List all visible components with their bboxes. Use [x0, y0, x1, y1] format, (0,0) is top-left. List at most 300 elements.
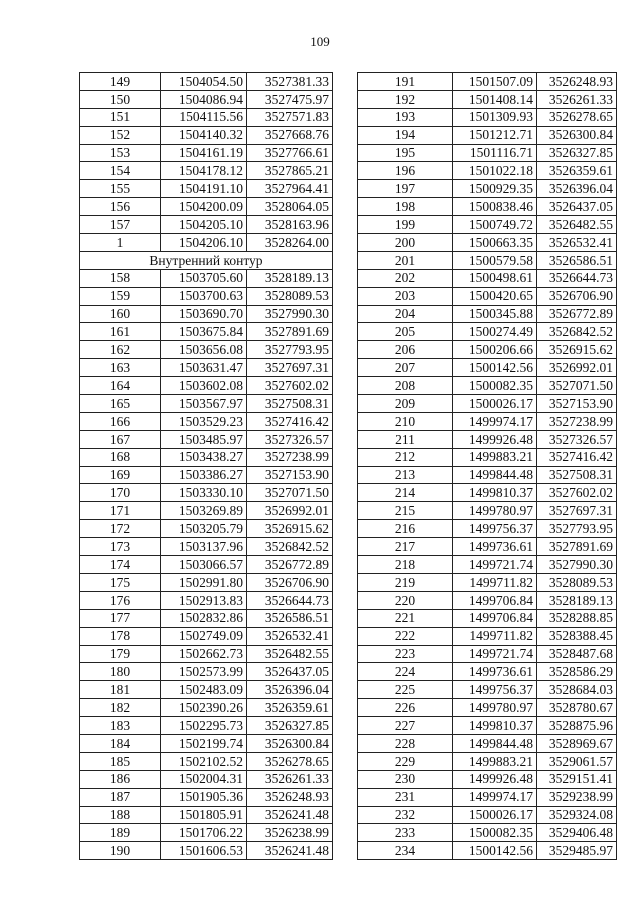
point-number: 234 — [358, 842, 453, 860]
table-row — [80, 126, 333, 144]
table-row — [358, 126, 617, 144]
coordinate-y: 3528586.29 — [537, 663, 617, 681]
coordinate-y: 3528969.67 — [537, 734, 617, 752]
coordinate-x: 1504200.09 — [161, 198, 247, 216]
table-row — [358, 198, 617, 216]
coordinate-y: 3527990.30 — [537, 556, 617, 574]
coordinate-x: 1500929.35 — [453, 180, 537, 198]
coordinate-x: 1501309.93 — [453, 108, 537, 126]
coordinate-y: 3527793.95 — [537, 520, 617, 538]
point-number: 182 — [80, 699, 161, 717]
coordinate-y: 3527153.90 — [247, 466, 333, 484]
coordinate-y: 3528064.05 — [247, 198, 333, 216]
coordinate-y: 3528189.13 — [247, 269, 333, 287]
table-row — [358, 609, 617, 627]
table-row — [80, 180, 333, 198]
point-number: 194 — [358, 126, 453, 144]
coordinate-x: 1502749.09 — [161, 627, 247, 645]
coordinate-x: 1499780.97 — [453, 699, 537, 717]
coordinate-y: 3527416.42 — [537, 448, 617, 466]
coordinate-x: 1502832.86 — [161, 609, 247, 627]
table-row — [358, 681, 617, 699]
coordinate-x: 1499810.37 — [453, 717, 537, 735]
table-row — [80, 752, 333, 770]
coordinate-x: 1503269.89 — [161, 502, 247, 520]
point-number: 205 — [358, 323, 453, 341]
point-number: 191 — [358, 73, 453, 91]
table-row — [358, 734, 617, 752]
table-row — [358, 466, 617, 484]
table-row — [358, 752, 617, 770]
coordinate-x: 1503705.60 — [161, 269, 247, 287]
coordinate-x: 1503137.96 — [161, 538, 247, 556]
coordinate-x: 1501805.91 — [161, 806, 247, 824]
coordinate-x: 1503675.84 — [161, 323, 247, 341]
table-row — [80, 341, 333, 359]
coordinate-y: 3529061.57 — [537, 752, 617, 770]
point-number: 200 — [358, 234, 453, 252]
coordinates-table-left — [79, 72, 333, 860]
coordinate-x: 1499756.37 — [453, 681, 537, 699]
coordinate-x: 1499844.48 — [453, 734, 537, 752]
coordinate-y: 3527381.33 — [247, 73, 333, 91]
coordinate-y: 3526359.61 — [247, 699, 333, 717]
point-number: 157 — [80, 216, 161, 234]
table-row — [80, 717, 333, 735]
coordinate-y: 3526772.89 — [247, 556, 333, 574]
table-row — [358, 591, 617, 609]
coordinate-x: 1503066.57 — [161, 556, 247, 574]
table-row — [358, 412, 617, 430]
point-number: 209 — [358, 395, 453, 413]
point-number: 158 — [80, 269, 161, 287]
point-number: 207 — [358, 359, 453, 377]
coordinate-x: 1502483.09 — [161, 681, 247, 699]
table-row — [358, 234, 617, 252]
coordinate-y: 3526248.93 — [247, 788, 333, 806]
coordinate-y: 3528288.85 — [537, 609, 617, 627]
coordinate-x: 1500498.61 — [453, 269, 537, 287]
coordinate-x: 1499974.17 — [453, 788, 537, 806]
table-row — [358, 305, 617, 323]
coordinate-y: 3526706.90 — [247, 573, 333, 591]
point-number: 223 — [358, 645, 453, 663]
coordinate-y: 3526396.04 — [247, 681, 333, 699]
coordinate-x: 1499711.82 — [453, 627, 537, 645]
table-row — [80, 234, 333, 252]
point-number: 188 — [80, 806, 161, 824]
coordinate-x: 1500579.58 — [453, 251, 537, 269]
point-number: 203 — [358, 287, 453, 305]
coordinate-x: 1499883.21 — [453, 448, 537, 466]
coordinate-y: 3528189.13 — [537, 591, 617, 609]
point-number: 150 — [80, 90, 161, 108]
table-row — [80, 681, 333, 699]
coordinate-y: 3526278.65 — [247, 752, 333, 770]
coordinate-x: 1504191.10 — [161, 180, 247, 198]
table-row — [80, 466, 333, 484]
coordinate-y: 3526261.33 — [537, 90, 617, 108]
coordinate-y: 3527891.69 — [537, 538, 617, 556]
coordinate-y: 3528089.53 — [247, 287, 333, 305]
point-number: 212 — [358, 448, 453, 466]
coordinate-y: 3527508.31 — [537, 466, 617, 484]
coordinate-x: 1501706.22 — [161, 824, 247, 842]
table-row — [80, 412, 333, 430]
table-row — [358, 520, 617, 538]
coordinate-y: 3526644.73 — [537, 269, 617, 287]
coordinate-y: 3526772.89 — [537, 305, 617, 323]
point-number: 197 — [358, 180, 453, 198]
coordinate-x: 1500274.49 — [453, 323, 537, 341]
coordinate-x: 1499711.82 — [453, 573, 537, 591]
table-row — [80, 627, 333, 645]
table-row — [80, 287, 333, 305]
point-number: 211 — [358, 430, 453, 448]
point-number: 164 — [80, 377, 161, 395]
coordinate-x: 1502573.99 — [161, 663, 247, 681]
point-number: 189 — [80, 824, 161, 842]
coordinate-y: 3529151.41 — [537, 770, 617, 788]
coordinate-x: 1504161.19 — [161, 144, 247, 162]
table-row — [80, 556, 333, 574]
coordinate-y: 3526300.84 — [247, 734, 333, 752]
point-number: 152 — [80, 126, 161, 144]
coordinate-x: 1502102.52 — [161, 752, 247, 770]
table-row — [80, 216, 333, 234]
coordinate-x: 1503438.27 — [161, 448, 247, 466]
table-body-left — [80, 73, 333, 860]
point-number: 149 — [80, 73, 161, 91]
table-row — [80, 430, 333, 448]
point-number: 179 — [80, 645, 161, 663]
point-number: 202 — [358, 269, 453, 287]
coordinate-x: 1502991.80 — [161, 573, 247, 591]
point-number: 151 — [80, 108, 161, 126]
coordinate-x: 1503330.10 — [161, 484, 247, 502]
point-number: 171 — [80, 502, 161, 520]
point-number: 173 — [80, 538, 161, 556]
coordinate-x: 1499780.97 — [453, 502, 537, 520]
point-number: 227 — [358, 717, 453, 735]
point-number: 218 — [358, 556, 453, 574]
point-number: 206 — [358, 341, 453, 359]
coordinate-y: 3527326.57 — [247, 430, 333, 448]
table-row — [80, 269, 333, 287]
table-row — [80, 663, 333, 681]
point-number: 216 — [358, 520, 453, 538]
coordinate-y: 3526915.62 — [537, 341, 617, 359]
coordinate-y: 3526586.51 — [537, 251, 617, 269]
table-row — [80, 198, 333, 216]
coordinate-x: 1502004.31 — [161, 770, 247, 788]
table-row — [80, 395, 333, 413]
coordinate-x: 1499974.17 — [453, 412, 537, 430]
table-row — [358, 287, 617, 305]
coordinate-x: 1503602.08 — [161, 377, 247, 395]
coordinate-x: 1500026.17 — [453, 395, 537, 413]
point-number: 208 — [358, 377, 453, 395]
coordinate-x: 1504205.10 — [161, 216, 247, 234]
coordinate-y: 3527071.50 — [537, 377, 617, 395]
point-number: 222 — [358, 627, 453, 645]
point-number: 233 — [358, 824, 453, 842]
coordinate-y: 3527475.97 — [247, 90, 333, 108]
table-row — [80, 484, 333, 502]
table-row — [358, 162, 617, 180]
point-number: 175 — [80, 573, 161, 591]
table-row — [80, 108, 333, 126]
table-row — [358, 323, 617, 341]
coordinate-x: 1499721.74 — [453, 556, 537, 574]
table-row — [358, 645, 617, 663]
table-row — [80, 824, 333, 842]
coordinate-x: 1500749.72 — [453, 216, 537, 234]
coordinate-x: 1503631.47 — [161, 359, 247, 377]
point-number: 160 — [80, 305, 161, 323]
point-number: 228 — [358, 734, 453, 752]
coordinate-y: 3527602.02 — [247, 377, 333, 395]
coordinate-x: 1499883.21 — [453, 752, 537, 770]
coordinate-y: 3527793.95 — [247, 341, 333, 359]
point-number: 199 — [358, 216, 453, 234]
table-row — [358, 824, 617, 842]
point-number: 217 — [358, 538, 453, 556]
point-number: 186 — [80, 770, 161, 788]
table-row — [358, 251, 617, 269]
coordinate-y: 3526586.51 — [247, 609, 333, 627]
coordinate-y: 3526644.73 — [247, 591, 333, 609]
coordinate-x: 1501116.71 — [453, 144, 537, 162]
coordinate-y: 3527153.90 — [537, 395, 617, 413]
table-row — [358, 538, 617, 556]
table-row — [358, 448, 617, 466]
coordinate-y: 3526238.99 — [247, 824, 333, 842]
table-row — [358, 180, 617, 198]
table-row — [80, 323, 333, 341]
coordinate-y: 3526437.05 — [247, 663, 333, 681]
point-number: 169 — [80, 466, 161, 484]
table-row — [358, 770, 617, 788]
table-row — [80, 573, 333, 591]
coordinate-x: 1503690.70 — [161, 305, 247, 323]
coordinates-table-right — [357, 72, 617, 860]
table-row — [358, 842, 617, 860]
table-row — [80, 73, 333, 91]
table-row — [358, 717, 617, 735]
coordinate-y: 3527668.76 — [247, 126, 333, 144]
coordinate-y: 3526241.48 — [247, 806, 333, 824]
coordinate-y: 3526532.41 — [247, 627, 333, 645]
point-number: 170 — [80, 484, 161, 502]
point-number: 187 — [80, 788, 161, 806]
point-number: 214 — [358, 484, 453, 502]
coordinate-y: 3529238.99 — [537, 788, 617, 806]
coordinate-y: 3526532.41 — [537, 234, 617, 252]
table-row — [80, 609, 333, 627]
table-row — [358, 573, 617, 591]
coordinate-x: 1504054.50 — [161, 73, 247, 91]
point-number: 224 — [358, 663, 453, 681]
table-row — [358, 556, 617, 574]
coordinate-y: 3527071.50 — [247, 484, 333, 502]
coordinate-x: 1500082.35 — [453, 824, 537, 842]
coordinate-y: 3527326.57 — [537, 430, 617, 448]
coordinate-x: 1499721.74 — [453, 645, 537, 663]
coordinate-y: 3529406.48 — [537, 824, 617, 842]
table-row — [358, 699, 617, 717]
point-number: 201 — [358, 251, 453, 269]
coordinate-y: 3526327.85 — [247, 717, 333, 735]
point-number: 162 — [80, 341, 161, 359]
point-number: 159 — [80, 287, 161, 305]
coordinate-y: 3526300.84 — [537, 126, 617, 144]
coordinate-y: 3526359.61 — [537, 162, 617, 180]
table-row — [358, 341, 617, 359]
point-number: 155 — [80, 180, 161, 198]
coordinate-y: 3527571.83 — [247, 108, 333, 126]
point-number: 174 — [80, 556, 161, 574]
coordinate-x: 1502662.73 — [161, 645, 247, 663]
table-row — [358, 627, 617, 645]
table-row — [80, 520, 333, 538]
coordinate-x: 1500026.17 — [453, 806, 537, 824]
coordinate-y: 3526992.01 — [247, 502, 333, 520]
coordinate-x: 1503485.97 — [161, 430, 247, 448]
coordinate-x: 1503386.27 — [161, 466, 247, 484]
table-row — [80, 842, 333, 860]
point-number: 220 — [358, 591, 453, 609]
table-row — [80, 448, 333, 466]
coordinate-x: 1502390.26 — [161, 699, 247, 717]
table-row — [80, 770, 333, 788]
coordinate-y: 3526482.55 — [247, 645, 333, 663]
point-number: 225 — [358, 681, 453, 699]
coordinate-x: 1504140.32 — [161, 126, 247, 144]
table-row — [358, 144, 617, 162]
coordinate-y: 3528264.00 — [247, 234, 333, 252]
table-row — [358, 269, 617, 287]
point-number: 161 — [80, 323, 161, 341]
coordinate-x: 1500142.56 — [453, 359, 537, 377]
coordinate-y: 3526437.05 — [537, 198, 617, 216]
coordinate-x: 1499706.84 — [453, 591, 537, 609]
point-number: 156 — [80, 198, 161, 216]
point-number: 163 — [80, 359, 161, 377]
point-number: 1 — [80, 234, 161, 252]
coordinate-y: 3527602.02 — [537, 484, 617, 502]
coordinate-x: 1501022.18 — [453, 162, 537, 180]
table-row — [80, 305, 333, 323]
coordinate-x: 1499736.61 — [453, 663, 537, 681]
coordinate-y: 3529485.97 — [537, 842, 617, 860]
point-number: 180 — [80, 663, 161, 681]
point-number: 153 — [80, 144, 161, 162]
coordinate-x: 1499756.37 — [453, 520, 537, 538]
point-number: 215 — [358, 502, 453, 520]
point-number: 168 — [80, 448, 161, 466]
coordinate-x: 1499926.48 — [453, 430, 537, 448]
coordinate-x: 1502295.73 — [161, 717, 247, 735]
point-number: 210 — [358, 412, 453, 430]
section-row — [80, 251, 333, 269]
point-number: 154 — [80, 162, 161, 180]
coordinate-x: 1502913.83 — [161, 591, 247, 609]
point-number: 230 — [358, 770, 453, 788]
coordinate-x: 1503529.23 — [161, 412, 247, 430]
coordinate-y: 3527766.61 — [247, 144, 333, 162]
table-row — [80, 502, 333, 520]
table-row — [358, 663, 617, 681]
table-row — [358, 216, 617, 234]
coordinate-x: 1500838.46 — [453, 198, 537, 216]
point-number: 229 — [358, 752, 453, 770]
table-row — [80, 90, 333, 108]
coordinate-x: 1501905.36 — [161, 788, 247, 806]
table-row — [80, 359, 333, 377]
coordinate-x: 1503567.97 — [161, 395, 247, 413]
point-number: 231 — [358, 788, 453, 806]
coordinate-x: 1504115.56 — [161, 108, 247, 126]
coordinate-y: 3528388.45 — [537, 627, 617, 645]
point-number: 204 — [358, 305, 453, 323]
point-number: 195 — [358, 144, 453, 162]
point-number: 232 — [358, 806, 453, 824]
point-number: 221 — [358, 609, 453, 627]
coordinate-y: 3526842.52 — [537, 323, 617, 341]
table-row — [358, 430, 617, 448]
coordinate-x: 1500206.66 — [453, 341, 537, 359]
coordinate-y: 3527416.42 — [247, 412, 333, 430]
table-row — [358, 484, 617, 502]
table-row — [80, 591, 333, 609]
coordinate-y: 3527508.31 — [247, 395, 333, 413]
coordinate-y: 3527964.41 — [247, 180, 333, 198]
coordinate-y: 3528875.96 — [537, 717, 617, 735]
coordinate-y: 3528089.53 — [537, 573, 617, 591]
table-row — [358, 73, 617, 91]
coordinate-y: 3526706.90 — [537, 287, 617, 305]
table-body-right — [358, 73, 617, 860]
coordinate-x: 1499926.48 — [453, 770, 537, 788]
point-number: 178 — [80, 627, 161, 645]
point-number: 185 — [80, 752, 161, 770]
table-row — [358, 788, 617, 806]
table-row — [358, 90, 617, 108]
table-row — [80, 144, 333, 162]
coordinate-x: 1500345.88 — [453, 305, 537, 323]
coordinate-y: 3528487.68 — [537, 645, 617, 663]
coordinate-y: 3526482.55 — [537, 216, 617, 234]
table-row — [80, 538, 333, 556]
coordinate-x: 1501408.14 — [453, 90, 537, 108]
point-number: 167 — [80, 430, 161, 448]
coordinate-y: 3527697.31 — [247, 359, 333, 377]
table-row — [80, 162, 333, 180]
coordinate-x: 1499706.84 — [453, 609, 537, 627]
coordinate-x: 1500082.35 — [453, 377, 537, 395]
table-row — [80, 645, 333, 663]
coordinate-x: 1500420.65 — [453, 287, 537, 305]
point-number: 193 — [358, 108, 453, 126]
coordinate-x: 1504206.10 — [161, 234, 247, 252]
table-row — [358, 359, 617, 377]
coordinate-y: 3529324.08 — [537, 806, 617, 824]
table-row — [358, 108, 617, 126]
coordinate-x: 1503656.08 — [161, 341, 247, 359]
coordinate-y: 3526241.48 — [247, 842, 333, 860]
point-number: 196 — [358, 162, 453, 180]
